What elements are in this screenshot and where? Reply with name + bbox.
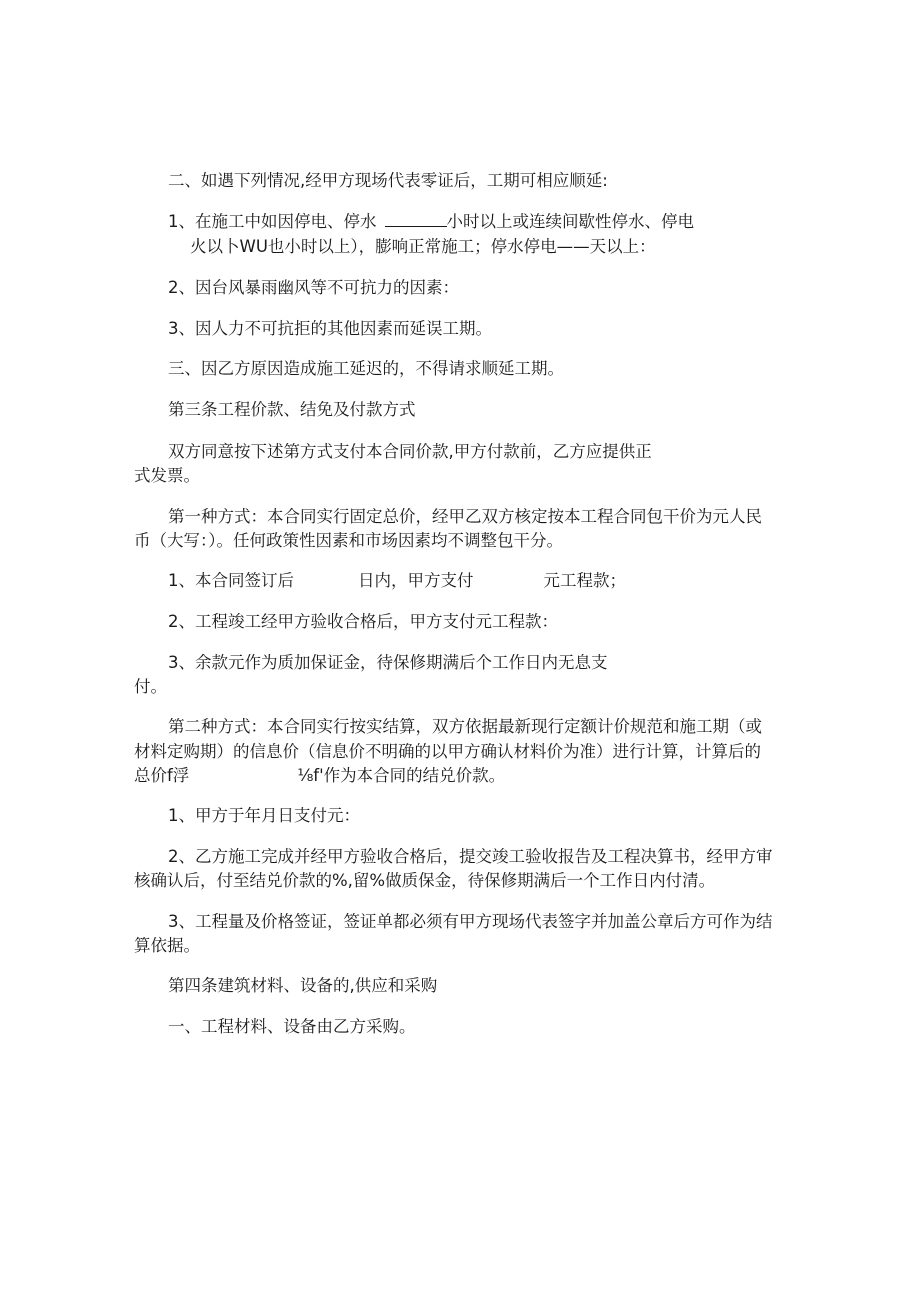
clause-2-item-2: 2、因台风暴雨幽风等不可抗力的因素： — [168, 278, 459, 297]
article-4-item-1: 一、工程材料、设备由乙方采购。 — [168, 1017, 416, 1036]
method-2-line-2: 材料定购期）的信息价（信息价不明确的以甲方确认材料价为准）进行计算，计算后的 — [134, 742, 761, 761]
method-1-line-1: 第一种方式：本合同实行固定总价，经甲乙双方核定按本工程合同包干价为元人民 — [168, 507, 762, 526]
method-2-item-1: 1、甲方于年月日支付元： — [168, 806, 360, 825]
clause-2-heading: 二、如遇下列情况,经甲方现场代表零证后，工期可相应顺延: — [168, 171, 608, 190]
method-2-item-2-line-1: 2、乙方施工完成并经甲方验收合格后，提交竣工验收报告及工程决算书，经甲方审 — [168, 847, 773, 866]
method-1-line-2: 币（大写：）。任何政策性因素和市场因素均不调整包干分。 — [134, 531, 563, 550]
article-4-title: 第四条建筑材料、设备的,供应和采购 — [168, 976, 438, 995]
article-3-title: 第三条工程价款、结免及付款方式 — [168, 400, 416, 419]
item-1-amount: 元工程款； — [543, 571, 626, 590]
clause-2-item-1-line-1 — [168, 211, 694, 233]
method-1-item-3-line-1: 3、余款元作为质加保证金，待保修期满后个工作日内无息支 — [168, 653, 608, 672]
clause-3-heading: 三、因乙方原因造成施工延迟的，不得请求顺延工期。 — [168, 359, 564, 378]
item-1-text-a: 1、在施工中如因停电、停水 — [168, 212, 377, 231]
item-1-days: 日内，甲方支付 — [358, 571, 474, 590]
clause-2-item-3: 3、因人力不可抗拒的其他因素而延误工期。 — [168, 319, 492, 338]
method-2-item-2-line-2: 核确认后，付至结兑价款的%,留%做质保金，待保修期满后一个工作日内付清。 — [134, 871, 716, 890]
method-2-item-3-line-1: 3、工程量及价格签证，签证单都必须有甲方现场代表签字并加盖公章后方可作为结 — [168, 912, 773, 931]
method-1-item-3-line-2: 付。 — [134, 677, 167, 696]
method-2-line-3 — [134, 765, 505, 787]
item-1-text-b: 小时以上或连续间歇性停水、停电 — [446, 212, 694, 231]
blank-hours — [385, 212, 447, 227]
method-2-item-3-line-2: 算依据。 — [134, 936, 200, 955]
clause-2-item-1-line-2: 火以卜WU也小时以上），膨响正常施工；停水停电——天以上： — [190, 237, 656, 256]
method-2-text-b: ⅛f'作为本合同的结兑价款。 — [297, 766, 506, 785]
method-1-item-2: 2、工程竣工经甲方验收合格后，甲方支付元工程款： — [168, 612, 558, 631]
payment-intro-line-1: 双方同意按下述第方式支付本合同价款,甲方付款前，乙方应提供正 — [168, 442, 652, 461]
method-2-text-a: 总价f浮 — [134, 766, 190, 785]
method-2-line-1: 第二种方式：本合同实行按实结算，双方依据最新现行定额计价规范和施工期（或 — [168, 717, 762, 736]
method-1-item-1 — [168, 570, 626, 592]
payment-intro-line-2: 式发票。 — [134, 466, 200, 485]
item-1-sign: 1、本合同签订后 — [168, 571, 294, 590]
